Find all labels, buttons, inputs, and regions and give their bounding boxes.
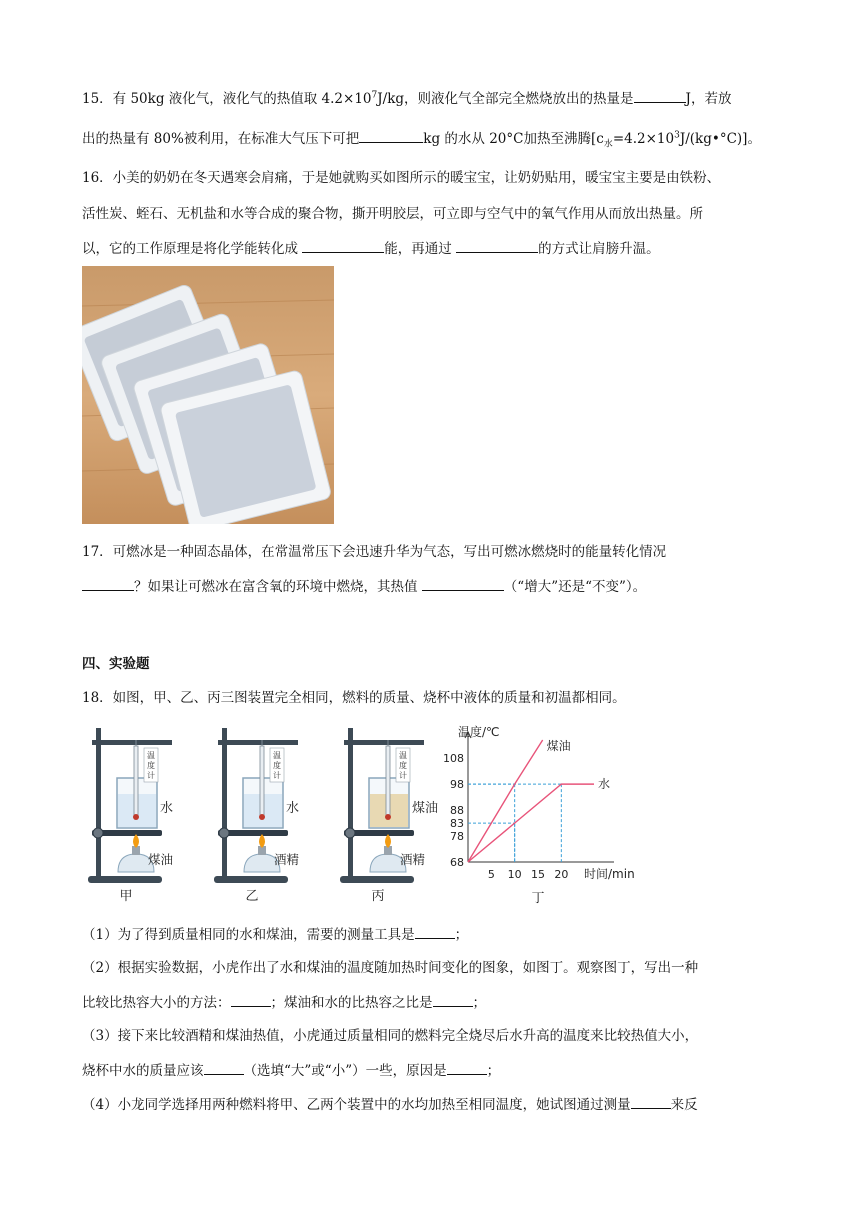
chart-caption: 丁 — [531, 891, 545, 906]
q17-text: （“增大”还是“不变”）。 — [503, 579, 647, 595]
exponent: 7 — [371, 90, 378, 101]
q16-line3 — [82, 238, 660, 259]
flame — [259, 834, 265, 848]
q16-text: 的方式让肩膀升温。 — [538, 241, 660, 257]
x-tick-label: 5 — [487, 868, 495, 881]
thermometer-label: 温 — [399, 751, 407, 760]
q18-text: ； — [486, 1063, 501, 1079]
q18-blank-ratio[interactable] — [433, 992, 473, 1007]
q18-text: 来反 — [670, 1097, 698, 1113]
y-tick-label: 78 — [450, 830, 464, 844]
heat-pad-photo — [82, 266, 334, 524]
thermometer-label: 计 — [399, 771, 407, 780]
q16-line1: 16．小美的奶奶在冬天遇寒会肩痛，于是她就购买如图所示的暖宝宝，让奶奶贴用，暖宝宝主要是由铁粉、 — [82, 170, 721, 186]
flame — [385, 834, 391, 848]
thermometer-label: 温 — [147, 751, 155, 760]
q18-p3-line1: （3）接下来比较酒精和煤油热值，小虎通过质量相同的燃料完全烧尽后水升高的温度来比较热值大小， — [82, 1028, 699, 1044]
stand-arm — [92, 740, 172, 745]
series-line — [468, 740, 543, 862]
q18-text: ； — [472, 995, 486, 1011]
clamp-knob — [219, 828, 229, 838]
series-line — [468, 784, 594, 862]
q18-blank-measure[interactable] — [631, 1094, 671, 1109]
q16-blank-method[interactable] — [456, 238, 538, 253]
q15-text: J/(kg•°C)]。 — [679, 131, 761, 147]
q18-p1 — [82, 924, 468, 945]
q18-intro: 18．如图，甲、乙、丙三图装置完全相同，燃料的质量、烧杯中液体的质量和初温都相同。 — [82, 690, 626, 706]
fuel-label: 酒精 — [400, 852, 426, 867]
q18-blank-tool[interactable] — [415, 924, 455, 939]
thermometer-label: 度 — [399, 761, 407, 770]
q17-blank-energy[interactable] — [82, 576, 134, 591]
q18-p3-line2 — [82, 1060, 500, 1081]
x-tick-label: 20 — [554, 868, 569, 881]
q15-text: =4.2×10 — [612, 131, 675, 147]
liquid-label: 水 — [286, 801, 300, 816]
q16-text: 能，再通过 — [384, 241, 452, 257]
figure-caption: 丙 — [371, 889, 385, 904]
q18-text: ； — [454, 927, 469, 943]
q18-blank-method[interactable] — [231, 992, 271, 1007]
q18-text: （1）为了得到质量相同的水和煤油，需要的测量工具是 — [82, 927, 415, 943]
q18-p2-line1: （2）根据实验数据，小虎作出了水和煤油的温度随加热时间变化的图象，如图丁。观察图丁，写出一种 — [82, 960, 699, 976]
q18-text: 比较比热容大小的方法： — [82, 995, 231, 1011]
q15-text: kg 的水从 20°C加热至沸腾[c — [423, 131, 604, 147]
thermometer-label: 计 — [147, 771, 155, 780]
thermometer — [134, 746, 138, 816]
q16-text: 以，它的工作原理是将化学能转化成 — [82, 241, 298, 257]
stand-pole — [96, 728, 101, 878]
exponent: 3 — [674, 130, 680, 141]
y-tick-label: 88 — [450, 804, 464, 818]
q17-text: ？如果让可燃冰在富含氧的环境中燃烧，其热值 — [134, 579, 418, 595]
q15-blank-heat[interactable] — [634, 88, 686, 103]
q16-blank-energy[interactable] — [302, 238, 384, 253]
y-tick-label: 98 — [450, 778, 464, 792]
experiment-figure — [82, 722, 642, 908]
thermometer-label: 度 — [147, 761, 155, 770]
q18-blank-reason[interactable] — [447, 1060, 487, 1075]
liquid-label: 水 — [160, 801, 174, 816]
q18-text: ；煤油和水的比热容之比是 — [270, 995, 433, 1011]
q15-blank-mass[interactable] — [359, 128, 423, 143]
q17-line2 — [82, 576, 646, 597]
y-tick-label: 68 — [450, 856, 464, 869]
stand-pole — [348, 728, 353, 878]
q17-line1: 17．可燃冰是一种固态晶体，在常温常压下会迅速升华为气态，写出可燃冰燃烧时的能量转化情况 — [82, 544, 667, 560]
q15-line1 — [82, 88, 731, 109]
thermometer — [386, 746, 390, 816]
q15-text: J，若放 — [685, 91, 732, 107]
thermometer-label: 度 — [273, 761, 281, 770]
section-title: 四、实验题 — [82, 656, 150, 672]
y-axis-label: 温度/℃ — [458, 725, 500, 739]
q15-text: 出的热量有 80%被利用，在标准大气压下可把 — [82, 131, 360, 147]
figure-caption: 甲 — [119, 889, 133, 904]
q18-text: （4）小龙同学选择用两种燃料将甲、乙两个装置中的水均加热至相同温度，她试图通过测量 — [82, 1097, 631, 1113]
clamp-knob — [345, 828, 355, 838]
q15-text: J/kg，则液化气全部完全燃烧放出的热量是 — [377, 91, 634, 107]
liquid-label: 煤油 — [412, 801, 439, 816]
series-label: 煤油 — [546, 739, 571, 753]
thermometer-bulb — [259, 814, 265, 820]
stand-pole — [222, 728, 227, 878]
figure-caption: 乙 — [245, 889, 259, 904]
q18-text: （选填“大”或“小”）一些，原因是 — [243, 1063, 447, 1079]
q18-p2-line2 — [82, 992, 486, 1013]
flame — [133, 834, 139, 848]
series-label: 水 — [598, 777, 611, 792]
y-tick-label: 108 — [443, 752, 464, 766]
q16-line2: 活性炭、蛭石、无机盐和水等合成的聚合物，撕开明胶层，可立即与空气中的氧气作用从而放出热量。所 — [82, 206, 703, 222]
thermometer-label: 温 — [273, 751, 281, 760]
subscript: 水 — [603, 139, 613, 150]
stand-arm — [218, 740, 298, 745]
thermometer — [260, 746, 264, 816]
fuel-label: 酒精 — [274, 852, 300, 867]
experiment-svg — [82, 722, 642, 908]
q15-text: 15．有 50kg 液化气，液化气的热值取 4.2×10 — [82, 91, 372, 107]
fuel-label: 煤油 — [148, 852, 174, 867]
thermometer-bulb — [385, 814, 391, 820]
clamp-knob — [93, 828, 103, 838]
x-axis-label: 时间/min — [584, 867, 635, 881]
q18-p4 — [82, 1094, 698, 1115]
q17-blank-heat-value[interactable] — [422, 576, 504, 591]
q18-blank-size[interactable] — [204, 1060, 244, 1075]
x-tick-label: 10 — [507, 868, 522, 881]
q15-line2 — [82, 128, 761, 149]
stand-arm — [344, 740, 424, 745]
x-tick-label: 15 — [531, 868, 545, 881]
thermometer-bulb — [133, 814, 139, 820]
q18-text: 烧杯中水的质量应该 — [82, 1063, 204, 1079]
y-tick-label: 83 — [450, 817, 464, 831]
thermometer-label: 计 — [273, 771, 281, 780]
